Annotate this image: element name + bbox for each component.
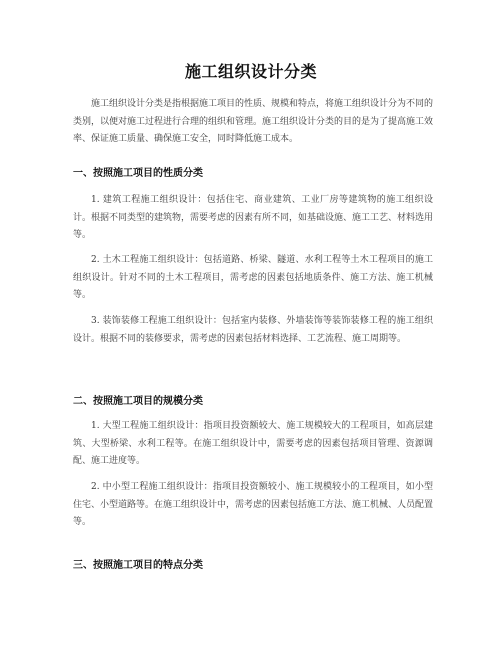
section-heading-scale: 二、按照施工项目的规模分类 xyxy=(73,396,203,407)
document-title: 施工组织设计分类 xyxy=(184,62,317,81)
section-heading-nature: 一、按照施工项目的性质分类 xyxy=(73,168,203,179)
paragraph-large-projects: 1. 大型工程施工组织设计：指项目投资额较大、施工规模较大的工程项目，如高层建筑、大型桥梁、水利工程等。在施工组织设计中，需要考虑的因素包括项目管理、资源调配、施工进度等。 xyxy=(73,421,433,466)
section-heading-characteristics: 三、按照施工项目的特点分类 xyxy=(73,560,203,571)
intro-paragraph: 施工组织设计分类是指根据施工项目的性质、规模和特点，将施工组织设计分为不同的类别，以便对施工过程进行合理的组织和管理。施工组织设计分类的目的是为了提高施工效率、保证施工质量、确保施工安全，同时降低施工成本。 xyxy=(73,99,434,144)
paragraph-civil-engineering: 2. 土木工程施工组织设计：包括道路、桥梁、隧道、水利工程等土木工程项目的施工组织设计。针对不同的土木工程项目，需考虑的因素包括地质条件、施工方法、施工机械等。 xyxy=(73,255,433,300)
paragraph-decoration-engineering: 3. 装饰装修工程施工组织设计：包括室内装修、外墙装饰等装饰装修工程的施工组织设计。根据不同的装修要求，需考虑的因素包括材料选择、工艺流程、施工周期等。 xyxy=(73,316,433,344)
paragraph-building-engineering: 1. 建筑工程施工组织设计：包括住宅、商业建筑、工业厂房等建筑物的施工组织设计。根据不同类型的建筑物，需要考虑的因素有所不同，如基础设施、施工工艺、材料选用等。 xyxy=(73,195,434,240)
paragraph-small-projects: 2. 中小型工程施工组织设计：指项目投资额较小、施工规模较小的工程项目，如小型住宅、小型道路等。在施工组织设计中，需考虑的因素包括施工方法、施工机械、人员配置等。 xyxy=(73,482,434,527)
